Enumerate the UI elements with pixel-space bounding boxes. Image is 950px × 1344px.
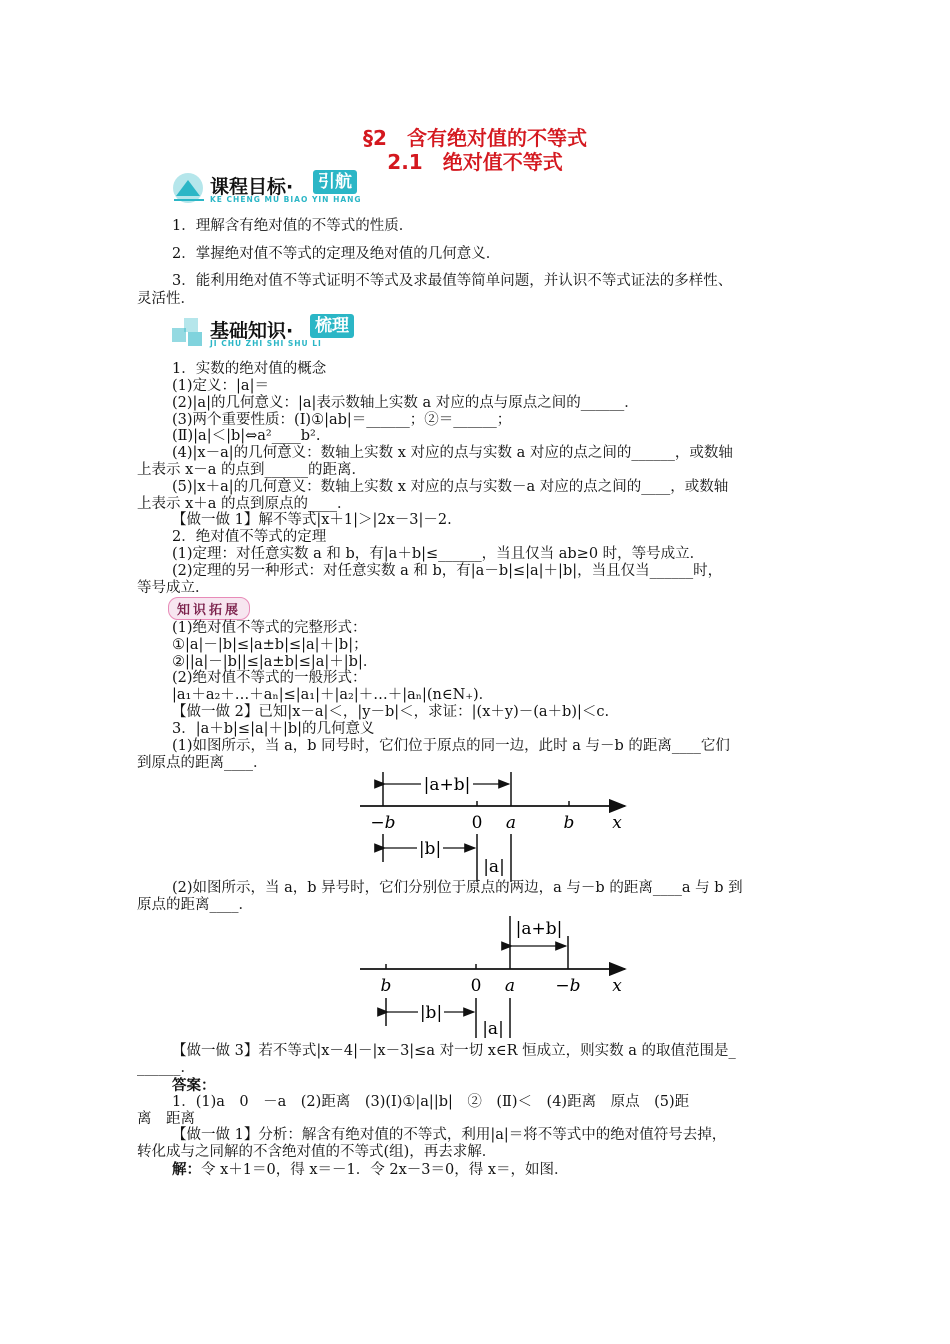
banner-title: 课程目标·: [210, 176, 294, 198]
banner-subtitle: KE CHENG MU BIAO YIN HANG: [210, 195, 362, 204]
label-abs-a: |a|: [482, 1019, 504, 1039]
basics-line: 2．绝对值不等式的定理: [172, 529, 327, 545]
label-abs-a: |a|: [483, 857, 505, 877]
basics-line: (2)定理的另一种形式：对任意实数 a 和 b，有|a－b|≤|a|＋|b|，当且仅当______时，: [172, 563, 723, 579]
goal-item: 1．理解含有绝对值的不等式的性质．: [172, 218, 414, 234]
goal-item: 3．能利用绝对值不等式证明不等式及求最值等简单问题，并认识不等式证法的多样性、: [172, 273, 733, 289]
basics-line: (1)定义：|a|＝: [172, 378, 269, 394]
expand-line: ①|a|－|b|≤|a±b|≤|a|＋|b|；: [172, 637, 368, 653]
goal-item: 2．掌握绝对值不等式的定理及绝对值的几何意义．: [172, 246, 501, 262]
answers-heading: 答案：: [172, 1077, 216, 1094]
solution-text: 令 x＋1＝0，得 x＝－1．令 2x－3＝0，得 x＝，如图．: [201, 1162, 569, 1178]
expand-line: 3．|a＋b|≤|a|＋|b|的几何意义: [172, 721, 375, 737]
paragraph-line: (2)如图所示，当 a，b 异号时，它们分别位于原点的两边，a 与－b 的距离____a 与 b 到: [172, 880, 743, 896]
tick-label: 0: [471, 813, 483, 833]
basics-line: 上表示 x＋a 的点到原点的____．: [137, 496, 352, 512]
tick-label: 0: [470, 976, 482, 996]
exercise-3: 【做一做 3】若不等式|x－4|－|x－3|≤a 对一切 x∈R 恒成立，则实数 a 的取值范围是_: [172, 1043, 736, 1059]
tick-label: −b: [370, 813, 396, 833]
banner-title: 基础知识·: [210, 320, 294, 342]
paragraph-line: 原点的距离____．: [137, 897, 253, 913]
answer-line: 【做一做 1】分析：解含有绝对值的不等式，利用|a|＝将不等式中的绝对值符号去掉，: [172, 1127, 727, 1143]
label-abs-a-plus-b: |a+b|: [423, 775, 471, 795]
expand-line: (2)绝对值不等式的一般形式：: [172, 670, 367, 686]
banner-highlight: 梳理: [310, 314, 354, 338]
basics-line: 1．实数的绝对值的概念: [172, 361, 327, 377]
basics-line: (4)|x－a|的几何意义：数轴上实数 x 对应的点与实数 a 对应的点之间的______，或数轴: [172, 445, 733, 461]
solution-label: 解：: [172, 1161, 201, 1178]
satellite-icon: [170, 170, 206, 206]
expand-line: ②||a|－|b||≤|a±b|≤|a|＋|b|．: [172, 654, 378, 670]
answer-line: 离 距离: [137, 1111, 195, 1127]
expand-line: (1)绝对值不等式的完整形式：: [172, 620, 367, 636]
banner-course-goals: [170, 170, 390, 206]
expand-line: |a₁＋a₂＋…＋aₙ|≤|a₁|＋|a₂|＋…＋|aₙ|(n∈N₊)．: [172, 687, 494, 703]
page-title: §2 含有绝对值的不等式: [363, 126, 587, 150]
expand-line: 到原点的距离____．: [137, 755, 268, 771]
tick-label: x: [612, 976, 622, 996]
basics-line: (5)|x＋a|的几何意义：数轴上实数 x 对应的点与实数－a 对应的点之间的____，或数轴: [172, 479, 729, 495]
banner-subtitle: JI CHU ZHI SHI SHU LI: [210, 339, 322, 348]
solution-line: [172, 1161, 569, 1179]
label-abs-b: |b|: [419, 1003, 443, 1023]
tick-label: x: [612, 813, 622, 833]
tick-label: b: [563, 813, 575, 833]
label-abs-a-plus-b: |a+b|: [515, 919, 563, 939]
basics-line: 上表示 x－a 的点到______的距离．: [137, 462, 367, 478]
exercise-1: 【做一做 1】解不等式|x＋1|＞|2x－3|－2.: [172, 512, 452, 528]
paragraph-line: ______．: [137, 1060, 195, 1076]
goal-item: 灵活性．: [137, 291, 195, 307]
basics-line: (Ⅱ)|a|＜|b|⇔a²____b².: [172, 428, 321, 444]
knowledge-expand-tag: 知识拓展: [168, 597, 250, 620]
basics-line: (2)|a|的几何意义：|a|表示数轴上实数 a 对应的点与原点之间的______．: [172, 395, 639, 411]
tick-label: b: [380, 976, 392, 996]
banner-basics: [170, 314, 390, 350]
page-subtitle: 2.1 绝对值不等式: [387, 150, 563, 174]
label-abs-b: |b|: [418, 839, 442, 859]
banner-highlight: 引航: [313, 170, 357, 194]
exercise-2: 【做一做 2】已知|x－a|＜，|y－b|＜，求证：|(x＋y)－(a＋b)|＜c.: [172, 704, 610, 720]
basics-line: (1)定理：对任意实数 a 和 b，有|a＋b|≤______，当且仅当 ab≥0 时，等号成立．: [172, 546, 705, 562]
expand-line: (1)如图所示，当 a，b 同号时，它们位于原点的同一边，此时 a 与－b 的距离____它们: [172, 738, 730, 754]
tick-label: a: [505, 813, 517, 833]
answer-line: 1．(1)a 0 －a (2)距离 (3)(Ⅰ)①|a||b| ② (Ⅱ)＜ (4)距离 原点 (5)距: [172, 1094, 690, 1110]
basics-line: 等号成立．: [137, 580, 210, 596]
answer-line: 转化成与之同解的不含绝对值的不等式(组)，再去求解．: [137, 1144, 497, 1160]
tick-label: −b: [555, 976, 581, 996]
abc-blocks-icon: [170, 314, 206, 350]
number-line-figure-1: [355, 768, 635, 888]
number-line-figure-2: [355, 912, 635, 1042]
tick-label: a: [504, 976, 516, 996]
basics-line: (3)两个重要性质：(Ⅰ)①|ab|＝______；②＝______；: [172, 412, 512, 428]
